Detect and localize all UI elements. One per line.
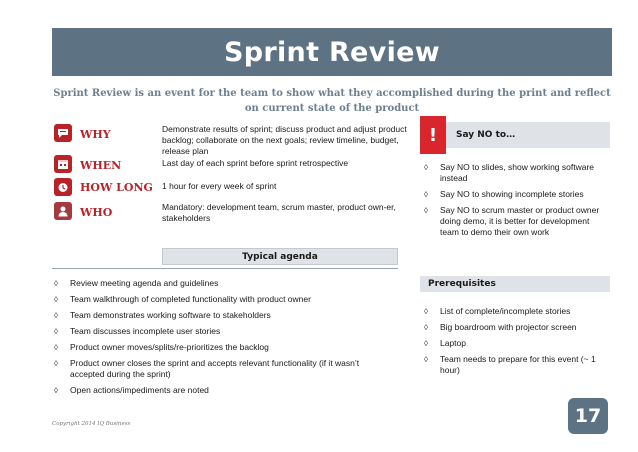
prerequisites-header: Prerequisites [420,276,610,292]
diamond-bullet-icon: ◊ [424,190,428,199]
list-item: ◊ Open actions/impediments are noted [54,385,209,395]
row-text-how-long: 1 hour for every week of sprint [162,181,277,191]
list-item: ◊ Say NO to slides, show working software instead [424,162,595,183]
list-item: ◊ Team walkthrough of completed functionality with product owner [54,294,311,304]
diamond-bullet-icon: ◊ [424,339,428,348]
row-label-who: WHO [80,206,113,219]
list-item: ◊ List of complete/incomplete stories [424,306,571,316]
say-no-list [424,162,610,243]
diamond-bullet-icon: ◊ [54,327,58,336]
diamond-bullet-icon: ◊ [54,279,58,288]
list-item: ◊ Laptop [424,338,466,348]
list-item: ◊ Team demonstrates working software to stakeholders [54,310,271,320]
title-bar [52,28,612,76]
list-item: ◊ Say NO to scrum master or product owner doing demo, it is better for development team to demo their own work [424,205,600,237]
warning-icon: ! [420,116,446,154]
agenda-list [54,278,394,401]
list-item: ◊ Review meeting agenda and guidelines [54,278,219,288]
diamond-bullet-icon: ◊ [424,355,428,364]
diamond-bullet-icon: ◊ [54,343,58,352]
row-label-when: WHEN [80,159,122,172]
row-text-who: Mandatory: development team, scrum master, product own-er, stakeholders [162,202,396,223]
say-no-title: Say NO to… [456,130,516,140]
diamond-bullet-icon: ◊ [424,163,428,172]
diamond-bullet-icon: ◊ [424,307,428,316]
diamond-bullet-icon: ◊ [54,311,58,320]
diamond-bullet-icon: ◊ [54,359,58,368]
diamond-bullet-icon: ◊ [424,206,428,215]
diamond-bullet-icon: ◊ [424,323,428,332]
page-number: 17 [568,398,608,434]
divider [52,268,398,269]
agenda-header: Typical agenda [162,248,398,265]
list-item: ◊ Say NO to showing incomplete stories [424,189,584,199]
row-label-how-long: HOW LONG [80,181,153,194]
person-icon [54,202,72,220]
list-item: ◊ Product owner closes the sprint and accepts relevant functionality (if it wasn’t accepted during the sprint) [54,358,360,379]
list-item: ◊ Team needs to prepare for this event (~ 1 hour) [424,354,596,375]
list-item: ◊ Big boardroom with projector screen [424,322,577,332]
list-item: ◊ Team discusses incomplete user stories [54,326,221,336]
row-text-when: Last day of each sprint before sprint retrospective [162,158,349,168]
prerequisites-list [424,306,610,381]
page-title: Sprint Review [224,36,440,68]
subtitle: Sprint Review is an event for the team to show what they accomplished during the print and reflect on current state of the product [53,88,611,114]
calendar-icon [54,155,72,173]
row-label-why: WHY [80,128,111,141]
list-item: ◊ Product owner moves/splits/re-prioritizes the backlog [54,342,269,352]
speech-bubble-icon [54,124,72,142]
diamond-bullet-icon: ◊ [54,295,58,304]
copyright: Copyright 2014 IQ Business [52,421,131,427]
row-text-why: Demonstrate results of sprint; discuss product and adjust product backlog; collaborate on the next goals; review timeline, budget, release plan [162,124,407,156]
diamond-bullet-icon: ◊ [54,386,58,395]
alarm-clock-icon [54,178,72,196]
